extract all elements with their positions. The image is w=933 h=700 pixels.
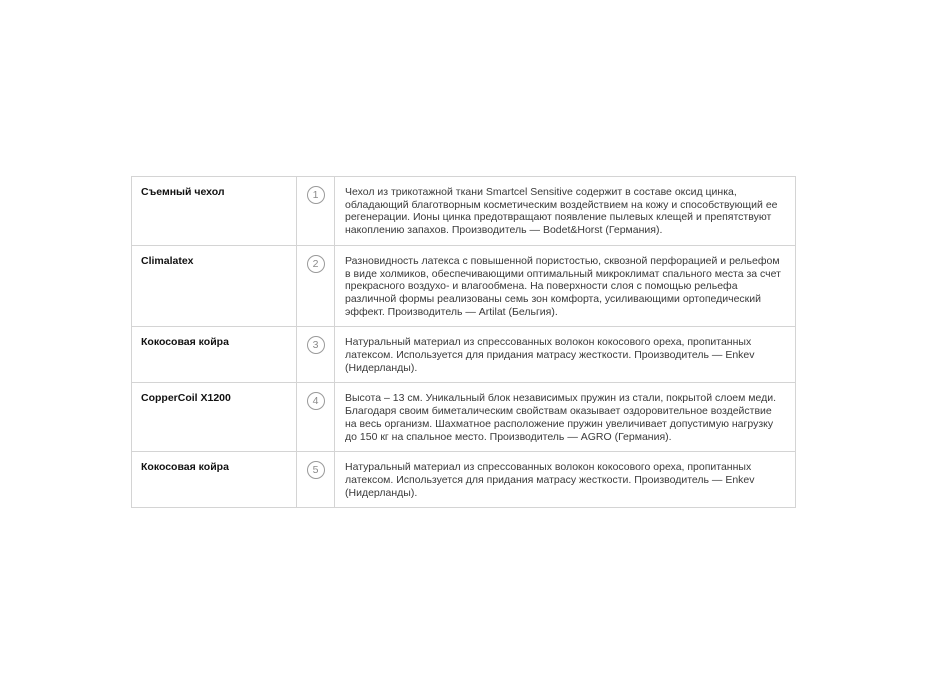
layer-name: CopperCoil X1200 xyxy=(132,383,297,452)
table-row xyxy=(132,245,796,327)
table-row xyxy=(132,177,796,246)
layer-description: Высота – 13 см. Уникальный блок независимых пружин из стали, покрытой слоем меди. Благодаря своим биметалическим свойствам оказывает оздоровительное воздействие на весь организм. Шахматное расположение пружин увеличивает допустимую нагрузку до 150 кг на спальное место. Производитель — AGRO (Германия). xyxy=(335,383,796,452)
layer-description: Разновидность латекса с повышенной пористостью, сквозной перфорацией и рельефом в виде холмиков, обеспечивающими оптимальный микроклимат спального места за счет прекрасного воздухо- и влагообмена. На поверхности слоя с помощью рельефа различной формы реализованы семь зон комфорта, усиливающими ортопедический эффект. Производитель — Artilat (Бельгия). xyxy=(335,245,796,327)
layer-description: Натуральный материал из спрессованных волокон кокосового ореха, пропитанных латексом. Используется для придания матрасу жесткости. Производитель — Enkev (Нидерланды). xyxy=(335,327,796,383)
table-row xyxy=(132,327,796,383)
layers-table xyxy=(131,176,796,508)
layer-description: Натуральный материал из спрессованных волокон кокосового ореха, пропитанных латексом. Используется для придания матрасу жесткости. Производитель — Enkev (Нидерланды). xyxy=(335,452,796,508)
layer-name: Кокосовая койра xyxy=(132,452,297,508)
layer-number-badge: 3 xyxy=(307,336,325,354)
layer-number-badge: 4 xyxy=(307,392,325,410)
table-row xyxy=(132,452,796,508)
layer-name: Кокосовая койра xyxy=(132,327,297,383)
layer-number-badge: 1 xyxy=(307,186,325,204)
table-row xyxy=(132,383,796,452)
layer-name: Climalatex xyxy=(132,245,297,327)
layer-number-badge: 2 xyxy=(307,255,325,273)
layer-description: Чехол из трикотажной ткани Smartcel Sensitive содержит в составе оксид цинка, обладающий благотворным косметическим воздействием на кожу и способствующий ее регенерации. Ионы цинка предотвращают появление пылевых клещей и препятствуют накоплению запахов. Производитель — Bodet&Horst (Германия). xyxy=(335,177,796,246)
layer-name: Съемный чехол xyxy=(132,177,297,246)
layer-number-badge: 5 xyxy=(307,461,325,479)
